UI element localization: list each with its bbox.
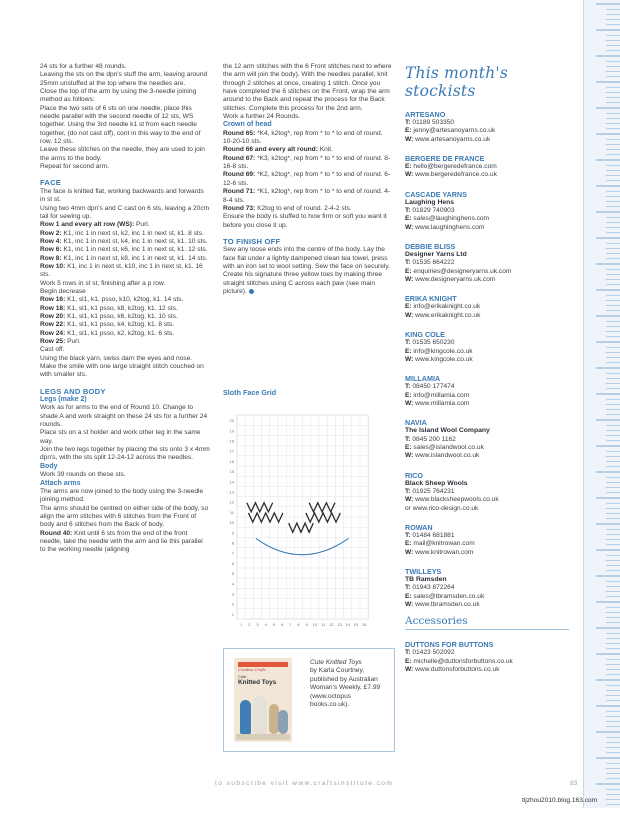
contact-value[interactable]: 01189 503350 (410, 119, 455, 126)
contact-line (405, 215, 573, 223)
contact-label: T: (405, 649, 411, 657)
row-number-label: 14 (229, 479, 234, 485)
row-number-label: 4 (231, 581, 234, 587)
cover-floor (236, 734, 290, 740)
contact-value[interactable]: 01829 740903 (410, 207, 455, 215)
face-decrease-rows (40, 296, 210, 346)
contact-label: E: (405, 347, 412, 355)
row-text: K1, inc 1 in next st, k6, inc 1 in next st, k1. 12 sts. (61, 246, 208, 254)
grid-title: Sloth Face Grid (223, 388, 277, 397)
contact-value[interactable]: www.islandwool.co.uk (413, 452, 480, 460)
pattern-row (40, 305, 210, 313)
contact-label: W: (405, 355, 414, 363)
pattern-row (40, 296, 210, 304)
stockist-name: DEBBIE BLISS (405, 242, 456, 252)
stockist-name: ARTESANO (405, 110, 446, 119)
contact-line (405, 601, 573, 609)
contact-line (405, 383, 573, 391)
contact-line (405, 452, 573, 460)
crown-rows (223, 130, 393, 213)
row-label: Row 25: (40, 338, 66, 345)
pattern-row (40, 313, 210, 321)
row-label: Round 73: (223, 204, 256, 212)
cover-band (238, 662, 288, 667)
contact-line (405, 436, 573, 444)
contact-label: E: (405, 303, 412, 311)
row-label: Row 10: (40, 262, 66, 270)
contact-value[interactable]: www.artesanoyarns.co.uk (413, 135, 491, 143)
contact-value[interactable]: 01484 681881 (410, 531, 455, 539)
stockist-name: ROWAN (405, 522, 433, 532)
contact-value[interactable]: hello@bergeredefrance.com (411, 163, 497, 171)
paragraph: Sew any loose ends into the centre of the body. Lay the face flat under a lightly dampened clean tea towel, press with an iron set to wool setting. Sew the face on securely. Create his signature three yellow toes by making three straight stitches using C across each paw (see main picture). (223, 246, 391, 295)
pattern-row (40, 330, 210, 338)
contact-line (405, 400, 573, 408)
stockist-entry (405, 523, 573, 557)
arm-instructions (40, 63, 210, 171)
stockist-name: RICO (405, 470, 423, 480)
contact-value[interactable]: info@erikaknight.co.uk (411, 303, 481, 311)
stockist-entry (405, 471, 573, 513)
paragraph: Join the two legs together by placing the sts onto 3 x 4mm dpn's, with the sts split 12-24-12 across the needles. (40, 446, 210, 462)
paragraph: The face is knitted flat, working backwards and forwards in st st. (40, 187, 204, 204)
stockist-entry (405, 374, 573, 408)
row-label: Row 22: (40, 321, 66, 329)
contact-value[interactable]: jenny@artesanoyarns.co.uk (411, 127, 496, 135)
body-subheading: Body (40, 462, 58, 470)
stockist-name: ERIKA KNIGHT (405, 294, 457, 304)
contact-value[interactable]: www.blacksheepwools.co.uk (413, 496, 499, 504)
pattern-row (223, 130, 393, 147)
stockist-entry (405, 567, 573, 609)
contact-label: E: (405, 657, 412, 665)
contact-value[interactable]: www.designeryarns.uk.com (413, 276, 496, 284)
stockist-entry (405, 190, 573, 232)
pattern-row (40, 246, 210, 254)
col-number-label: 11 (321, 622, 326, 627)
contact-line (405, 348, 573, 356)
contact-line (405, 649, 573, 657)
row-text: Purl. (134, 221, 150, 229)
contact-line (405, 268, 573, 276)
paragraph: Using two 4mm dpn's and C cast on 6 sts, leaving a 20cm tail for sewing up. (40, 204, 210, 220)
contact-value[interactable]: 01943 872264 (410, 584, 455, 592)
contact-label: T: (405, 531, 411, 539)
contact-line (405, 303, 573, 311)
row-number-label: 19 (229, 428, 234, 434)
contact-line (405, 312, 573, 320)
row-number-label: 3 (231, 591, 234, 597)
contact-label: W: (405, 496, 414, 504)
col-number-label: 5 (272, 622, 276, 627)
contact-value[interactable]: 08450 177474 (410, 383, 455, 391)
paragraph: Close the top of the arm by using the 3-needle joining method as follows: (40, 88, 197, 104)
stockist-company: Laughing Hens (405, 198, 455, 206)
contact-label: E: (405, 127, 412, 135)
row-text: K2tog to end of round. 2-4-2 sts. (255, 204, 352, 212)
cover-brand: Creative Crafts (238, 668, 266, 672)
paragraph: Leaving the sts on the dpn's stuff the arm, leaving around 25mm unstuffed at the top where the needles are. (40, 71, 208, 87)
pattern-row (40, 263, 210, 280)
stockist-name: MILLAMIA (405, 374, 441, 384)
stockist-entry (405, 330, 573, 364)
row-number-label: 20 (229, 418, 234, 424)
contact-line (405, 119, 573, 127)
contact-label: W: (405, 666, 414, 674)
contact-label: T: (405, 259, 411, 267)
book-cover-image (234, 658, 292, 742)
row-text: Purl. (65, 338, 81, 345)
row-text: *K4, k2tog*, rep from * to * to end of round. 10-20-10 sts. (223, 129, 383, 146)
paragraph: The arms are now joined to the body using the 3-needle joining method. The arms should be centred on either side of the body, so align the arm stitches with 6 stitches from the Front of body and 6 stitches from the Back of body. (40, 487, 209, 529)
row-text: K1, inc 1 in next st, k8, inc 1 in next st, k1. 14 sts. (61, 254, 208, 262)
contact-label: W: (405, 601, 414, 609)
contact-line (405, 444, 573, 452)
row-text: *K2, k2tog*, rep from * to * to end of round. 6-12-6 sts. (223, 171, 391, 187)
contact-label: E: (405, 267, 412, 275)
contact-label: W: (405, 135, 414, 143)
contact-line (405, 505, 573, 513)
face-heading: FACE (40, 178, 62, 188)
row-label: Round 65: (223, 129, 256, 137)
contact-value[interactable]: www.millamia.com (413, 399, 470, 407)
col-number-label: 6 (280, 622, 284, 627)
stockist-company: Designer Yarns Ltd (405, 251, 467, 259)
pattern-row (223, 155, 393, 172)
contact-value[interactable]: info@kingcole.co.uk (411, 347, 473, 355)
contact-label: T: (405, 383, 411, 391)
row-label: Row 16: (40, 296, 66, 304)
contact-label: W: (405, 276, 414, 284)
paragraph: Place the two sets of 6 sts on one needle, place this needle parallel with the second needle of 12 sts, WS together. Using the 3rd needle k1 st from each needle together, (do not cast off), cont in this way to the end of row. 12 sts. (40, 104, 201, 146)
contact-value[interactable]: www.tbramsden.co.uk (413, 601, 480, 609)
col-number-label: 3 (256, 622, 259, 627)
contact-line (405, 658, 573, 666)
book-credit (310, 659, 390, 709)
stockist-name: KING COLE (405, 330, 445, 340)
contact-label: T: (405, 435, 411, 443)
footer-subscribe: to subscribe visit www.craftsinstitute.com (215, 780, 394, 787)
stockist-list (405, 110, 573, 609)
col-number-label: 4 (264, 622, 267, 627)
row-number-label: 1 (231, 611, 234, 617)
stockist-name: DUTTONS FOR BUTTONS (405, 640, 494, 650)
toy-figure (240, 700, 251, 734)
contact-label: E: (405, 540, 412, 548)
book-title: Cute Knitted Toys (310, 659, 362, 666)
cover-small: Cute (238, 674, 247, 679)
row-label: Round 66 and every alt round: (223, 146, 318, 154)
row-number-label: 9 (231, 530, 234, 536)
contact-line (405, 593, 573, 601)
stockist-name: BERGERE DE FRANCE (405, 154, 485, 164)
legs-subheading: Legs (make 2) (40, 396, 87, 404)
paragraph: Work as for arms to the end of Round 10. Change to shade A and work straight on these 24 sts for a further 24 rounds. (40, 404, 208, 429)
contact-line (405, 136, 573, 144)
sloth-face-grid (223, 405, 373, 635)
pattern-row (40, 221, 210, 229)
col-number-label: 10 (312, 622, 318, 627)
contact-label: E: (405, 391, 412, 399)
row-text: Knit. (317, 146, 333, 154)
row-text: *K1, k2tog*, rep from * to * to end of round. 4-8-4 sts. (223, 188, 391, 204)
stockist-name: TWILLEYS (405, 567, 442, 576)
col-number-label: 12 (329, 622, 334, 627)
column-stockists (405, 64, 573, 674)
pattern-row (40, 321, 210, 329)
finish-heading: TO FINISH OFF (223, 236, 281, 246)
paragraph: Leave these stitches on the needle, they are used to join the arms to the body. (40, 146, 205, 162)
book-panel (223, 648, 395, 752)
contact-line (405, 163, 573, 171)
paragraph: the 12 arm stitches with the 6 Front stitches next to where the arm will join the body). With the needles parallel, knit through 2 stitches at once, creating 1 stitch. Once you have completed the 6 stitches on the Front, wrap the arm around to the Back and repeat the process for the Back stitches. Complete this process for the 2nd arm. Work a further 24 Rounds. (223, 63, 392, 121)
row-number-label: 6 (231, 560, 234, 566)
row-number-label: 15 (229, 469, 234, 475)
row-number-label: 8 (231, 540, 234, 546)
contact-value[interactable]: mail@knitrowan.com (411, 540, 475, 548)
contact-line (405, 171, 573, 179)
ruler-ticks (584, 0, 620, 808)
stockist-entry (405, 640, 573, 674)
cover-title: Knitted Toys (238, 679, 277, 686)
grid-chart (223, 405, 373, 635)
stockist-name: CASCADE YARNS (405, 189, 467, 199)
row-text: K1, sl1, k1 psso, k2, k2tog, k1. 6 sts. (65, 329, 175, 337)
toy-figure (253, 696, 267, 734)
row-label: Row 20: (40, 312, 66, 320)
accessory-list (405, 640, 573, 674)
attach-arms-subheading: Attach arms (40, 479, 81, 487)
contact-label: W: (405, 399, 414, 407)
contact-line (405, 540, 573, 548)
contact-value[interactable]: www.duttonsforbuttons.co.uk (413, 666, 500, 674)
pattern-row (223, 171, 393, 188)
col-number-label: 14 (345, 622, 350, 627)
col-number-label: 8 (297, 622, 300, 627)
contact-value[interactable]: www.laughinghens.com (413, 223, 485, 231)
contact-line (405, 666, 573, 674)
pattern-row (40, 238, 210, 246)
contact-line (405, 127, 573, 135)
row-text: K1, sl1, k1 psso, k8, k2tog, k1. 12 sts. (65, 304, 178, 312)
col-number-label: 16 (361, 622, 367, 627)
accessories-heading: Accessories (405, 615, 468, 628)
contact-value[interactable]: enquiries@designeryarns.uk.com (411, 267, 512, 275)
contact-line (405, 259, 573, 267)
paragraph: Begin decrease (40, 287, 86, 295)
paragraph: Using the black yarn, swiss darn the eyes and nose. Make the smile with one large straight stitch couched on with smaller sts. (40, 354, 204, 379)
contact-value[interactable]: 01925 764231 (410, 487, 455, 495)
stockist-name: NAVIA (405, 418, 427, 428)
contact-line (405, 532, 573, 540)
paragraph: Ensure the body is stuffed to how firm or soft you want it before you close it up. (223, 213, 387, 229)
contact-label: W: (405, 311, 414, 319)
row-label: Row 2: (40, 229, 62, 237)
stockists-title: This month's stockists (405, 64, 508, 100)
contact-value[interactable]: www.erikaknight.co.uk (413, 311, 481, 319)
contact-label: T: (405, 584, 411, 592)
watermark: tljzhou2010.blog.163.com (522, 797, 598, 804)
row-text: K1, sl1, k1 psso, k6, k2tog, k1. 10 sts. (65, 312, 178, 320)
contact-value[interactable]: sales@laughinghens.com (411, 215, 490, 223)
round-40: Round 40: Knit until 6 sts from the end of the front needle, take the needle with the arm and lie this parallel to the working needle (aligning (40, 529, 203, 554)
pattern-row (40, 230, 210, 238)
row-label: Row 4: (40, 237, 62, 245)
contact-line (405, 207, 573, 215)
contact-value[interactable]: 01535 664222 (410, 259, 455, 267)
contact-value[interactable]: sales@tbramsden.co.uk (411, 592, 485, 600)
row-label: Round 67: (223, 154, 256, 162)
stockist-entry (405, 242, 573, 284)
contact-value[interactable]: www.knitrowan.com (413, 548, 474, 556)
col-number-label: 7 (289, 622, 292, 627)
stockist-entry (405, 418, 573, 460)
column-left (40, 63, 210, 555)
contact-value[interactable]: 0845 200 1162 (410, 435, 456, 443)
col-number-label: 9 (305, 622, 308, 627)
contact-line (405, 496, 573, 504)
pattern-row (40, 338, 210, 346)
col-number-label: 2 (248, 622, 251, 627)
pattern-row (223, 146, 393, 154)
row-label: Row 6: (40, 246, 62, 254)
row-text: K1, inc 1 in next st, k2, inc 1 in next st, k1. 8 sts. (61, 229, 204, 237)
paragraph: Work 39 rounds on these sts. (40, 471, 126, 479)
row-text: K1, sl1, k1 psso, k4, k2tog, k1. 8 sts. (65, 321, 175, 329)
pattern-row (223, 205, 393, 213)
row-label: Round 71: (223, 188, 256, 196)
contact-value[interactable]: 01423 502092 (410, 649, 455, 657)
row-text: K1, sl1, k1, psso, k10, k2tog, k1. 14 sts. (65, 296, 184, 304)
toy-figure (278, 710, 288, 734)
row-number-label: 12 (229, 499, 234, 505)
col-number-label: 13 (337, 622, 342, 627)
paragraph: Repeat for second arm. (40, 163, 109, 171)
paragraph: Work 5 rows in st st, finishing after a p row. (40, 279, 166, 287)
row-label: Row 8: (40, 254, 62, 262)
contact-line (405, 356, 573, 364)
side-ruler-decoration (583, 0, 620, 808)
paragraph: Place sts on a st holder and work other leg in the same way. (40, 429, 201, 445)
row-number-label: 2 (231, 601, 234, 607)
contact-value[interactable]: www.kingcole.co.uk (413, 355, 473, 363)
paragraph: 24 sts for a further 48 rounds. (40, 63, 127, 70)
row-number-label: 11 (229, 509, 234, 515)
contact-line (405, 549, 573, 557)
contact-label: T: (405, 207, 411, 215)
face-rows (40, 221, 210, 279)
contact-value[interactable]: or www.rico-design.co.uk (405, 504, 479, 512)
contact-label: W: (405, 548, 414, 556)
row-number-label: 13 (229, 489, 234, 495)
row-number-label: 7 (231, 550, 234, 556)
page-number: 83 (570, 780, 578, 787)
contact-line (405, 224, 573, 232)
column-middle (223, 63, 393, 296)
row-label: Row 24: (40, 329, 66, 337)
contact-label: E: (405, 163, 412, 171)
contact-label: W: (405, 452, 414, 460)
row-number-label: 18 (229, 438, 234, 444)
stockist-company: Black Sheep Wools (405, 479, 468, 487)
row-label: Round 69: (223, 171, 256, 179)
contact-label: E: (405, 592, 412, 600)
contact-line (405, 339, 573, 347)
row-label: Row 18: (40, 304, 66, 312)
contact-line (405, 276, 573, 284)
contact-label: E: (405, 215, 412, 223)
book-details: by Karla Courtney, published by Australian Woman's Weekly, £7.99 (www.octopus books.co.uk). (310, 667, 381, 709)
contact-line (405, 488, 573, 496)
row-label: Row 1 and every alt row (WS): (40, 221, 135, 229)
stockist-entry (405, 154, 573, 180)
stockist-company: The Island Wool Company (405, 427, 490, 435)
row-text: *K3, k2tog*, rep from * to * to end of round. 8-16-8 sts. (223, 154, 391, 171)
contact-value[interactable]: info@millamia.com (411, 391, 470, 399)
stockist-entry (405, 294, 573, 320)
contact-label: W: (405, 223, 414, 231)
row-number-label: 10 (229, 520, 234, 526)
contact-label: T: (405, 339, 411, 347)
row-number-label: 17 (229, 448, 234, 454)
contact-value[interactable]: 01535 650230 (410, 339, 455, 347)
legs-body-heading: LEGS AND BODY (40, 386, 106, 396)
contact-label: T: (405, 487, 411, 495)
contact-line (405, 584, 573, 592)
contact-value[interactable]: michelle@duttonsforbuttons.co.uk (411, 657, 513, 665)
row-text: K1, inc 1 in next st, k10, inc 1 in next st, k1. 16 sts. (40, 262, 203, 279)
paragraph: Cast off. (40, 346, 65, 354)
end-dot-icon (249, 289, 254, 294)
contact-label: T: (405, 119, 411, 126)
divider (405, 629, 569, 630)
row-text: K1, inc 1 in next st, k4, inc 1 in next st, k1. 10 sts. (61, 237, 208, 245)
stockist-company: TB Ramsden (405, 576, 447, 583)
pattern-row (223, 188, 393, 205)
contact-line (405, 392, 573, 400)
contact-label: E: (405, 443, 412, 451)
contact-value[interactable]: www.bergeredefrance.co.uk (413, 171, 497, 179)
col-number-label: 15 (353, 622, 359, 627)
row-number-label: 5 (231, 571, 234, 577)
pattern-row (40, 255, 210, 263)
contact-value[interactable]: sales@islandwool.co.uk (411, 443, 484, 451)
contact-label: W: (405, 171, 414, 179)
row-number-label: 16 (229, 458, 234, 464)
crown-subheading: Crown of head (223, 121, 272, 129)
stockist-entry (405, 110, 573, 144)
col-number-label: 1 (239, 622, 243, 627)
